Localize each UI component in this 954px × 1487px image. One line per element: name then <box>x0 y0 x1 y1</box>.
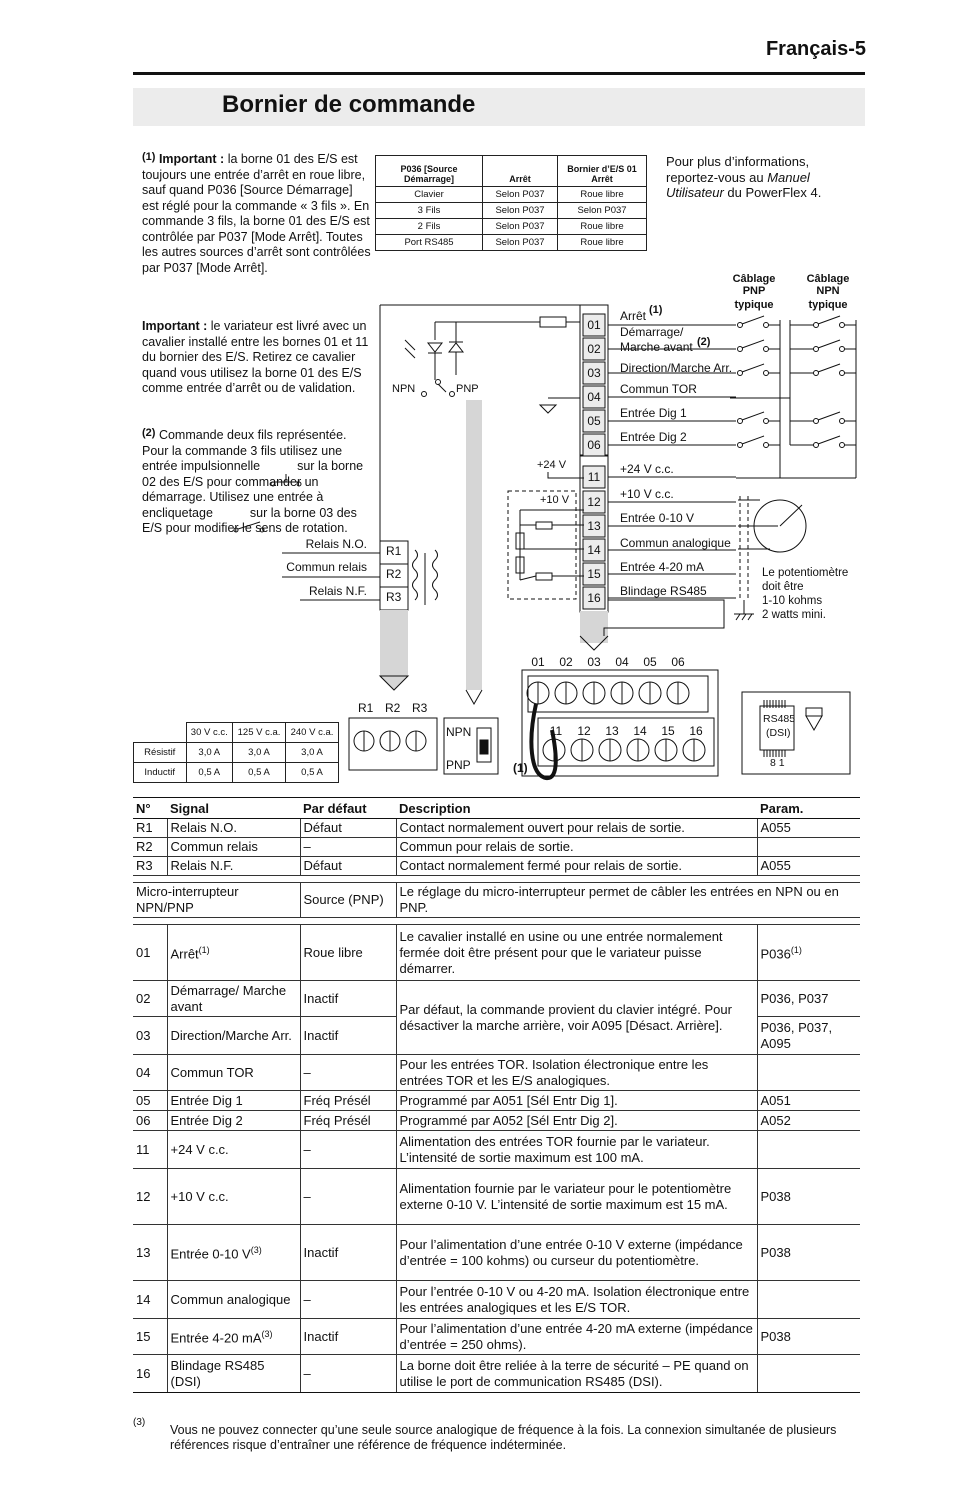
dip-pnp-label: PNP <box>446 758 471 772</box>
table-cell: P036, P037 <box>757 981 860 1017</box>
terminal-label: Démarrage/ <box>620 325 684 339</box>
table-row <box>134 743 339 763</box>
footnote <box>133 1415 860 1453</box>
ref-1: (1) <box>649 304 663 316</box>
pot-note-line: Le potentiomètre <box>762 567 849 579</box>
cell-text: – <box>303 1365 311 1381</box>
table-cell: Le réglage du micro-interrupteur permet de câbler les entrées en NPN ou en PNP. <box>396 883 860 918</box>
cell-text: Programmé par A051 [Sél Entr Dig 1]. <box>399 1092 618 1108</box>
col-header-no: N° <box>133 798 167 819</box>
table-cell <box>757 1355 860 1393</box>
table-cell <box>167 857 300 876</box>
table-cell: Selon P037 <box>558 203 647 219</box>
table-cell <box>396 1055 757 1091</box>
note-important-bold: Important : <box>142 319 208 333</box>
switch-arrow <box>466 400 482 704</box>
analog-network <box>516 510 584 580</box>
terminal-number: 01 <box>587 318 601 332</box>
cell-text: Arrêt <box>170 946 199 962</box>
table-cell: 0,5 A <box>286 763 339 783</box>
table-cell <box>396 1225 757 1281</box>
top-terminal-number: 03 <box>587 655 601 669</box>
terminal-labels <box>620 304 732 598</box>
table-cell <box>757 1131 860 1169</box>
cell-text: – <box>303 1291 311 1307</box>
table-cell <box>300 1319 396 1355</box>
terminal-number: 06 <box>587 438 601 452</box>
optocoupler-icon <box>405 317 584 397</box>
footnote-ref: (1) <box>198 945 210 956</box>
table-cell: Selon P037 <box>483 219 558 235</box>
cell-text: 16 <box>136 1365 151 1381</box>
note-2-text-b: sur la borne 02 des E/S pour commander un démarrage. Utilisez une entrée à encliquetage <box>142 459 364 520</box>
terminal-number: 05 <box>587 414 601 428</box>
cell-text: Programmé par A052 [Sél Entr Dig 2]. <box>399 1112 618 1128</box>
col-header-signal: Signal <box>167 798 300 819</box>
table-cell <box>167 1355 300 1393</box>
col-header-param: Param. <box>757 798 860 819</box>
table-row <box>133 1319 860 1355</box>
table-row <box>133 838 860 857</box>
table-cell <box>396 1281 757 1319</box>
cell-text: A052 <box>760 1112 791 1128</box>
table-cell: P036, P037, A095 <box>757 1017 860 1055</box>
table-cell <box>134 723 187 743</box>
table-cell <box>757 925 860 981</box>
table-cell <box>300 1355 396 1393</box>
terminal-label: Marche avant <box>620 340 693 354</box>
table-cell <box>300 838 396 857</box>
cell-text: – <box>303 1188 311 1204</box>
cell-text: Inactif <box>303 1244 339 1260</box>
table-cell: 3,0 A <box>233 743 286 763</box>
terminal-number: 16 <box>587 591 601 605</box>
table-cell: 2 Fils <box>376 219 483 235</box>
table-cell: Inactif <box>300 981 396 1017</box>
table-cell <box>167 1319 300 1355</box>
table-row <box>133 1111 860 1131</box>
cell-text: 04 <box>136 1064 151 1080</box>
table-cell: Selon P037 <box>483 187 558 203</box>
table-row <box>134 763 339 783</box>
note-2-text-c: sur la borne 03 des E/S pour modifier le sens de rotation. <box>142 505 357 535</box>
cell-text: +10 V c.c. <box>170 1188 229 1204</box>
cell-text: +24 V c.c. <box>170 1141 229 1157</box>
terminal-label: +24 V c.c. <box>620 462 674 476</box>
relay-no-label: Relais N.O. <box>305 537 367 551</box>
table-cell: Selon P037 <box>483 203 558 219</box>
note-1-bold: Important : <box>158 152 225 166</box>
relay-conn-r3: R3 <box>412 701 428 715</box>
table-cell <box>757 1319 860 1355</box>
table-cell <box>757 1111 860 1131</box>
cell-text: 13 <box>136 1244 151 1260</box>
table-cell: Micro-interrupteur NPN/PNP <box>133 883 300 918</box>
table-cell <box>396 1131 757 1169</box>
table-cell <box>300 819 396 838</box>
pot-note-line: 2 watts mini. <box>762 609 826 621</box>
table-cell <box>300 1169 396 1225</box>
table-cell <box>757 1055 860 1091</box>
table-cell <box>133 1055 167 1091</box>
table-cell <box>300 1055 396 1091</box>
table-cell <box>757 1225 860 1281</box>
table-cell: Le cavalier installé en usine ou une entrée normalement fermée doit être présent pour que le variateur puisse démarrer. <box>396 925 757 981</box>
table-cell <box>396 1169 757 1225</box>
pot-note-line: 1-10 kohms <box>762 595 823 607</box>
bottom-terminal-number: 12 <box>577 724 591 738</box>
top-terminal-number: 05 <box>643 655 657 669</box>
cell-text: R2 <box>136 839 153 854</box>
relay-connector <box>349 718 437 770</box>
relay-conn-r1: R1 <box>358 701 374 715</box>
cell-text: A055 <box>760 820 791 835</box>
table-cell <box>133 1355 167 1393</box>
page-title: Bornier de commande <box>222 91 476 118</box>
cell-text: P038 <box>760 1244 791 1260</box>
cell-text: Défaut <box>303 820 342 835</box>
table-cell <box>757 1281 860 1319</box>
rating-header: 30 V c.c. <box>186 723 233 743</box>
relay-r3-label: R3 <box>386 590 402 604</box>
info-text-a: Pour plus d’informations, reportez-vous au <box>666 154 810 185</box>
bottom-row-numbers <box>550 724 703 738</box>
table-cell: Par défaut, la commande provient du clavier intégré. Pour désactiver la marche arrière, voir A095 [Désact. Arrière]. <box>396 981 757 1055</box>
cell-text: Entrée 4-20 mA <box>170 1330 262 1346</box>
stop-header-stop: Arrêt <box>483 156 558 187</box>
table-row <box>133 819 860 838</box>
table-cell <box>396 1091 757 1111</box>
table-cell <box>300 1225 396 1281</box>
cell-text: Fréq Présél <box>303 1112 371 1128</box>
relay-arrow <box>380 610 408 690</box>
table-cell <box>300 1091 396 1111</box>
cell-text: Entrée Dig 2 <box>170 1112 243 1128</box>
table-cell <box>396 819 757 838</box>
relay-common-label: Commun relais <box>286 560 367 574</box>
cell-text: Pour l’alimentation d’une entrée 4-20 mA externe (impédance d’entrée = 250 ohms). <box>399 1320 753 1352</box>
switch-pnp-label: PNP <box>456 383 479 395</box>
terminal-label: +10 V c.c. <box>620 487 674 501</box>
table-cell: 0,5 A <box>233 763 286 783</box>
table-cell: Démarrage/ Marche avant <box>167 981 300 1017</box>
table-cell <box>300 1131 396 1169</box>
rs485-port <box>742 692 850 774</box>
cell-text: A055 <box>760 858 791 873</box>
analog-dashed-box <box>508 491 576 599</box>
table-cell: Clavier <box>376 187 483 203</box>
note-1-marker: (1) <box>142 151 156 163</box>
pushbutton-icon <box>271 474 301 486</box>
cell-text: La borne doit être reliée à la terre de sécurité – PE quand on utilise le port de communication RS485 (DSI). <box>399 1357 749 1389</box>
cell-text: P036 <box>760 946 791 962</box>
table-cell <box>167 1131 300 1169</box>
table-cell <box>757 838 860 857</box>
cell-text: Fréq Présél <box>303 1092 371 1108</box>
cell-text: 06 <box>136 1112 151 1128</box>
table-cell <box>167 1169 300 1225</box>
cell-text: A051 <box>760 1092 791 1108</box>
table-cell <box>757 819 860 838</box>
table-cell <box>167 1055 300 1091</box>
col-header-description: Description <box>396 798 757 819</box>
table-cell: Inactif <box>300 1017 396 1055</box>
table-cell <box>133 857 167 876</box>
table-cell <box>300 857 396 876</box>
table-cell <box>396 1319 757 1355</box>
table-cell: 3,0 A <box>286 743 339 763</box>
table-cell <box>133 1319 167 1355</box>
rating-header: 240 V c.a. <box>286 723 339 743</box>
table-row <box>133 1131 860 1169</box>
rs485-pins-label: 8 1 <box>770 757 785 769</box>
terminal-label: Entrée Dig 1 <box>620 406 687 420</box>
table-cell <box>757 1169 860 1225</box>
cell-text: Blindage RS485 (DSI) <box>170 1357 265 1389</box>
top-terminal-number: 04 <box>615 655 629 669</box>
pot-note-line: doit être <box>762 581 804 593</box>
terminal-number: 15 <box>587 567 601 581</box>
terminal-label: Entrée 4-20 mA <box>620 560 705 574</box>
table-cell <box>133 1131 167 1169</box>
pot-note <box>762 567 852 621</box>
table-cell: Direction/Marche Arr. <box>167 1017 300 1055</box>
rs485-label: RS485 (DSI) <box>763 713 796 739</box>
table-cell <box>133 838 167 857</box>
cell-text: R1 <box>136 820 153 835</box>
note-2-marker: (2) <box>142 427 156 439</box>
table-row <box>134 723 339 743</box>
table-header-row <box>133 798 860 819</box>
cell-text: Contact normalement ouvert pour relais de sortie. <box>399 820 685 835</box>
cell-text: – <box>303 839 311 854</box>
cell-text: Entrée 0-10 V <box>170 1246 251 1262</box>
terminal-number: 12 <box>587 495 601 509</box>
top-terminal-number: 02 <box>559 655 573 669</box>
cell-text: – <box>303 1064 311 1080</box>
page-number-label: Français-5 <box>765 38 866 60</box>
cell-text: Pour l’entrée 0-10 V ou 4-20 mA. Isolation électronique entre les entrées analogiques et les E/S TOR. <box>399 1283 750 1315</box>
note-important-text: le variateur est livré avec un cavalier installé entre les bornes 01 et 11 du bornier des E/S. Retirez ce cavalier quand vous utilisez la borne 01 des E/S comme entrée d’arrêt ou de validation. <box>142 319 369 395</box>
cell-text: 12 <box>136 1188 151 1204</box>
dip-npn-label: NPN <box>446 725 472 739</box>
relay-nc-label: Relais N.F. <box>308 584 367 598</box>
cell-text: R3 <box>136 858 153 873</box>
pnp-wiring-title: Câblage PNP typique <box>732 273 776 311</box>
ground-symbol <box>540 398 584 413</box>
cell-text: P038 <box>760 1328 791 1344</box>
footnote-ref: (3) <box>261 1329 273 1340</box>
table-row <box>133 1225 860 1281</box>
terminal-label: Blindage RS485 <box>620 584 707 598</box>
table-cell <box>396 838 757 857</box>
table-row <box>133 1055 860 1091</box>
cell-text: 11 <box>136 1141 150 1157</box>
v24-label: +24 V <box>537 459 567 471</box>
cell-text: 15 <box>136 1328 151 1344</box>
table-cell <box>396 1111 757 1131</box>
jumper-ref: (1) <box>513 761 528 775</box>
table-row <box>133 1091 860 1111</box>
bottom-terminal-number: 14 <box>633 724 647 738</box>
table-cell: Source (PNP) <box>300 883 396 918</box>
terminal-label: Arrêt <box>620 309 647 323</box>
table-cell: 01 <box>133 925 167 981</box>
terminal-number: 13 <box>587 519 601 533</box>
terminal-description-table <box>133 797 860 1393</box>
terminal-number: 04 <box>587 390 601 404</box>
table-row <box>133 1355 860 1393</box>
bottom-terminal-number: 16 <box>689 724 703 738</box>
top-terminal-number: 06 <box>671 655 685 669</box>
table-cell: Roue libre <box>300 925 396 981</box>
table-cell <box>757 857 860 876</box>
table-cell: 3,0 A <box>186 743 233 763</box>
terminal-number: 14 <box>587 543 601 557</box>
cell-text: Commun analogique <box>170 1291 291 1307</box>
table-cell: 02 <box>133 981 167 1017</box>
cell-text: Défaut <box>303 858 342 873</box>
external-switches <box>730 316 856 478</box>
note-2-text-a: Commande deux fils représentée. Pour la commande 3 fils utilisez une entrée impulsionnelle <box>142 428 347 473</box>
table-cell <box>167 1111 300 1131</box>
cell-text: 05 <box>136 1092 151 1108</box>
cell-text: Relais N.F. <box>170 858 234 873</box>
footnote-text: Vous ne pouvez connecter qu’une seule source analogique de fréquence à la fois. La connexion simultanée de plusieurs références risque d’entraîner une référence de fréquence indéterminée. <box>170 1423 837 1452</box>
table-row <box>133 857 860 876</box>
terminal-label: Entrée 0-10 V <box>620 511 695 525</box>
table-cell <box>167 925 300 981</box>
table-cell: Inductif <box>134 763 187 783</box>
table-cell: 0,5 A <box>186 763 233 783</box>
cell-text: Inactif <box>303 1328 339 1344</box>
top-row-numbers <box>531 655 685 669</box>
cell-text: Relais N.O. <box>170 820 237 835</box>
table-cell: 03 <box>133 1017 167 1055</box>
stop-header-terminal: Bornier d’E/S 01 Arrêt <box>558 156 647 187</box>
table-cell <box>396 1355 757 1393</box>
cell-text: Pour l’alimentation d’une entrée 0-10 V externe (impédance d’entrée = 100 kohms) ou curseur du potentiomètre. <box>399 1236 743 1268</box>
table-cell <box>133 1225 167 1281</box>
cell-text: Commun relais <box>170 839 258 854</box>
cell-text: Alimentation fournie par le variateur pour le potentiomètre externe 0-10 V. L’intensité de sortie maximum est 15 mA. <box>399 1180 732 1212</box>
cell-text: – <box>303 1141 311 1157</box>
info-text-b: du PowerFlex 4. <box>727 185 822 200</box>
table-cell <box>133 1281 167 1319</box>
top-terminal-number: 01 <box>531 655 545 669</box>
table-cell <box>396 857 757 876</box>
bottom-terminal-number: 13 <box>605 724 619 738</box>
ref-2: (2) <box>697 336 711 348</box>
table-row <box>133 883 860 918</box>
relay-rating-table <box>133 722 339 783</box>
table-row <box>133 1169 860 1225</box>
footnote-marker: (3) <box>133 1417 146 1428</box>
footnote-ref: (3) <box>250 1245 262 1256</box>
table-cell <box>300 1281 396 1319</box>
bottom-terminal-number: 11 <box>549 724 563 738</box>
switch-npn-label: NPN <box>392 383 416 395</box>
cell-text: Contact normalement fermé pour relais de sortie. <box>399 858 683 873</box>
jumper-wire <box>531 704 555 778</box>
table-cell <box>300 1111 396 1131</box>
table-cell: Roue libre <box>558 235 647 251</box>
footnote-ref: (1) <box>790 945 802 956</box>
table-cell <box>133 1111 167 1131</box>
table-cell: Résistif <box>134 743 187 763</box>
cell-text: P038 <box>760 1188 791 1204</box>
cell-text: 14 <box>136 1291 151 1307</box>
cell-text: Commun pour relais de sortie. <box>399 839 574 854</box>
table-cell <box>757 1091 860 1111</box>
table-cell: 3 Fils <box>376 203 483 219</box>
table-row <box>133 1281 860 1319</box>
table-cell <box>133 819 167 838</box>
table-cell <box>167 1225 300 1281</box>
terminal-label: Commun analogique <box>620 536 731 550</box>
cell-text: Pour les entrées TOR. Isolation électronique entre les entrées TOR et les E/S analogiques. <box>399 1056 709 1088</box>
cell-text: Entrée Dig 1 <box>170 1092 243 1108</box>
terminal-number: 11 <box>587 470 601 484</box>
v10-label: +10 V <box>540 494 570 506</box>
table-cell <box>133 1091 167 1111</box>
info-italic: Manuel Utilisateur <box>666 169 810 200</box>
latch-switch-icon <box>234 522 264 532</box>
note-1-text: la borne 01 des E/S est toujours une entrée d’arrêt en roue libre, sauf quand P036 [Source Démarrage] est réglé pour la commande « 3 fils ». En commande 3 fils, la borne 01 des E/S est contrôlée par P037 [Mode Arrêt]. Toutes les autres sources d’arrêt sont contrôlées par P037 [Mode Arrêt]. <box>142 152 371 275</box>
npn-wiring-title: Câblage NPN typique <box>806 273 850 311</box>
table-cell: Roue libre <box>558 219 647 235</box>
stop-header-source: P036 [Source Démarrage] <box>376 156 483 187</box>
table-cell <box>167 838 300 857</box>
bottom-terminal-number: 15 <box>661 724 675 738</box>
table-row <box>133 925 860 981</box>
table-cell <box>167 1091 300 1111</box>
terminal-number: 02 <box>587 342 601 356</box>
cell-text: Alimentation des entrées TOR fournie par le variateur. L’intensité de sortie maximum est 100 mA. <box>399 1133 710 1165</box>
table-cell <box>167 1281 300 1319</box>
relay-r2-label: R2 <box>386 567 402 581</box>
rating-header: 125 V c.a. <box>233 723 286 743</box>
table-row <box>133 981 860 1017</box>
table-cell: Port RS485 <box>376 235 483 251</box>
relay-conn-r2: R2 <box>385 701 401 715</box>
col-header-default: Par défaut <box>300 798 396 819</box>
relay-r1-label: R1 <box>386 544 402 558</box>
terminal-label: Entrée Dig 2 <box>620 430 687 444</box>
terminal-number: 03 <box>587 366 601 380</box>
table-cell <box>133 1169 167 1225</box>
table-cell <box>167 819 300 838</box>
terminal-label: Direction/Marche Arr. <box>620 361 733 375</box>
terminal-label: Commun TOR <box>620 382 697 396</box>
table-cell: Roue libre <box>558 187 647 203</box>
cell-text: Commun TOR <box>170 1064 254 1080</box>
table-cell: Selon P037 <box>483 235 558 251</box>
